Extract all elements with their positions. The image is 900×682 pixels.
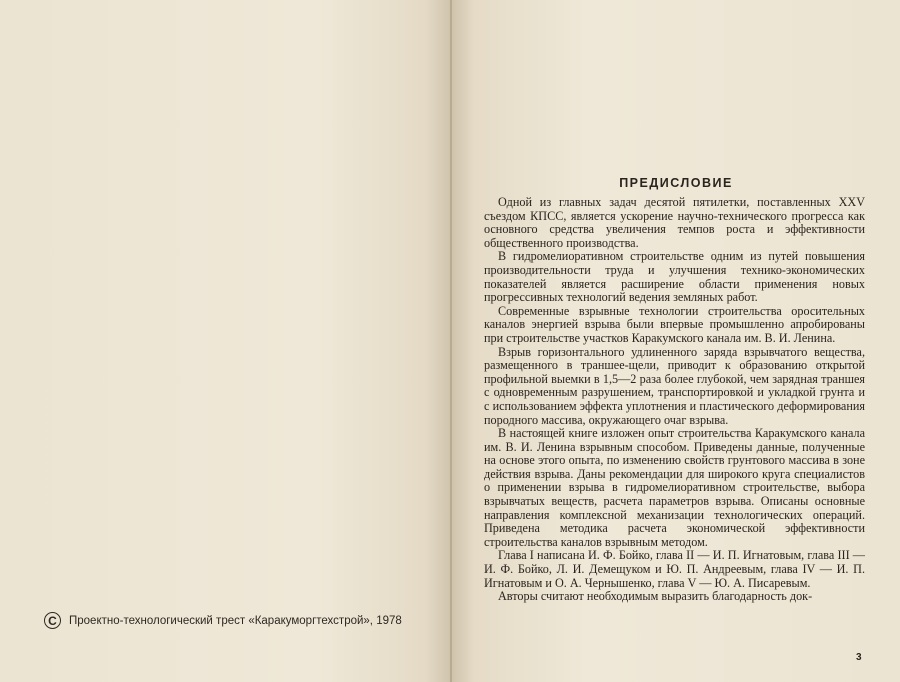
paragraph: В настоящей книге изложен опыт строительства Каракумского канала им. В. И. Ленина взрывным способом. Приведены данные, полученные на основе этого опыта, по изменению свойств грунтового массива в зоне действия взрыва. Даны рекомендации для широкого круга специалистов о применении взрыва в гидромелиоративном строительстве, выбора взрывчатых веществ, расчета параметров взрыва. Описаны основные направления комплексной механизации технологических операций. Приведена методика расчета экономической эффективности строительства каналов взрывным методом.	[484, 426, 865, 549]
paragraph: Одной из главных задач десятой пятилетки, поставленных XXV съездом КПСС, является ускорение научно-технического прогресса как основного средства увеличения темпов роста и эффективности общественного производства.	[484, 195, 865, 250]
page-number: 3	[856, 652, 862, 663]
paragraph: Глава I написана И. Ф. Бойко, глава II — И. П. Игнатовым, глава III — И. Ф. Бойко, Л. И. Демещуком и Ю. П. Андреевым, глава IV — И. П. Игнатовым и О. А. Чернышенко, глава V — Ю. А. Писаревым.	[484, 548, 865, 590]
preface-body	[484, 196, 865, 604]
paragraph: Авторы считают необходимым выразить благодарность док-	[498, 589, 813, 604]
copyright-text: Проектно-технологический трест «Каракуморгтехстрой», 1978	[69, 614, 402, 627]
page-title: ПРЕДИСЛОВИЕ	[619, 176, 733, 190]
right-page	[452, 0, 900, 682]
copyright-icon: C	[44, 612, 61, 629]
paragraph: Современные взрывные технологии строительства оросительных каналов энергией взрыва были впервые промышленно апробированы при строительстве участков Каракумского канала им. В. И. Ленина.	[484, 303, 865, 345]
copyright-line	[44, 612, 402, 629]
paragraph: В гидромелиоративном строительстве одним из путей повышения производительности труда и улучшения технико-экономических показателей является расширение области применения новых прогрессивных технологий ведения земляных работ.	[484, 249, 865, 305]
paragraph: Взрыв горизонтального удлиненного заряда взрывчатого вещества, размещенного в траншее-щели, приводит к образованию открытой профильной выемки в 1,5—2 раза более глубокой, чем зарядная траншея с одновременным разрушением, транспортировкой и укладкой грунта и с использованием эффекта уплотнения и пластического деформирования породного массива, окружающего очаг взрыва.	[484, 344, 865, 427]
